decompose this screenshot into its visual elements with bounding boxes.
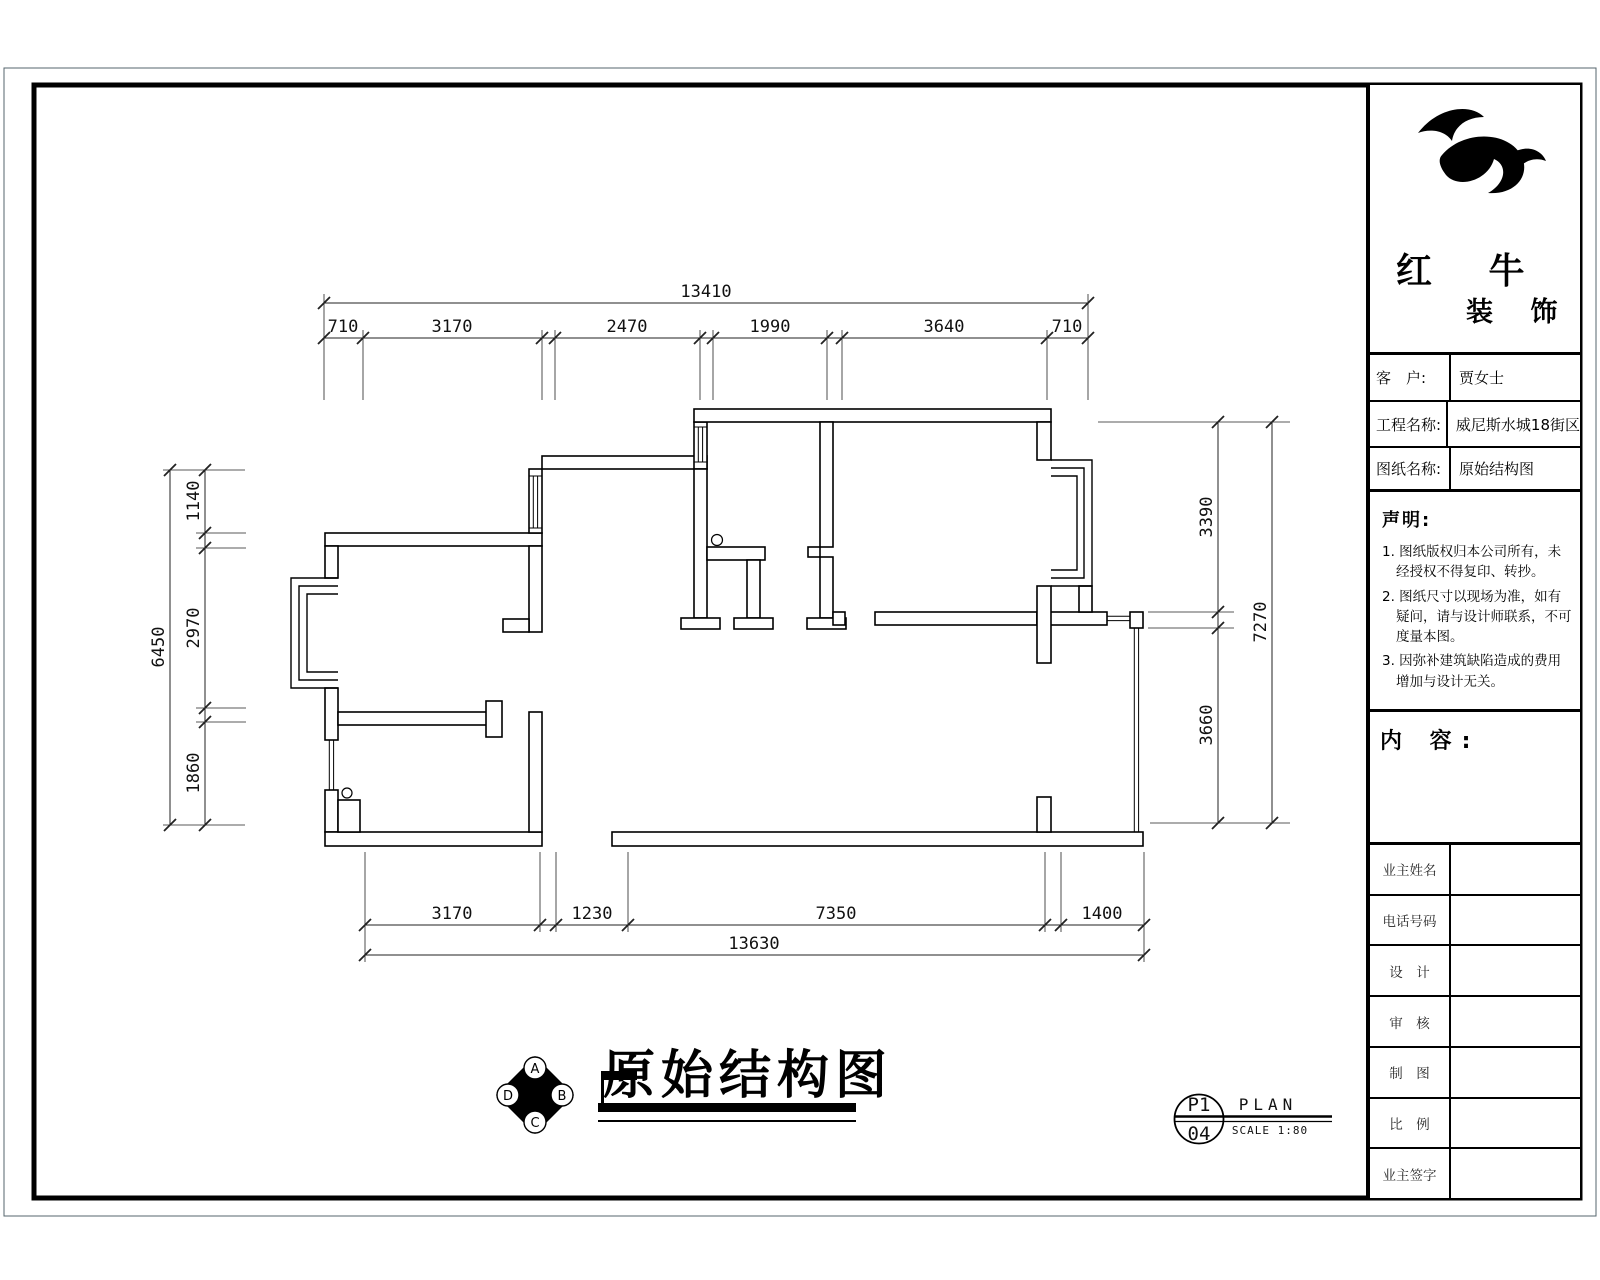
statement-item: 2. 图纸尺寸以现场为准，如有疑问，请与设计师联系，不可度量本图。	[1382, 588, 1572, 645]
compass-letter-d: D	[502, 1089, 514, 1104]
drawing-title: 原始结构图	[602, 1045, 894, 1106]
wall-bath-stub	[707, 547, 765, 560]
windows	[325, 427, 1139, 832]
dim-bottom-seg-2: 7350	[815, 904, 857, 924]
title-block	[1366, 85, 1580, 1198]
dim-left-overall: 6450	[149, 626, 169, 668]
plan-ref-number: 04	[1187, 1123, 1211, 1145]
plan-ref-label: PLAN	[1238, 1095, 1298, 1114]
dim-left-seg-2: 1860	[184, 752, 204, 794]
compass-letter-a: A	[530, 1062, 540, 1077]
dim-top-overall: 13410	[680, 282, 732, 302]
wall-interior-left	[338, 712, 488, 725]
dim-top-seg-4: 3640	[923, 317, 965, 337]
wall-mid-top	[542, 456, 707, 469]
bay-window-left	[291, 578, 338, 688]
wall-topleft-top	[325, 533, 542, 546]
field-row-sheet	[1370, 448, 1580, 492]
dim-right-seg-1: 3660	[1197, 704, 1217, 746]
drawing-title-group	[598, 1045, 893, 1122]
door-circle-middle	[712, 535, 723, 546]
dim-left-seg-0: 1140	[184, 480, 204, 522]
dim-bottom-overall: 13630	[728, 934, 780, 954]
project-value: 威尼斯水城18街区	[1455, 415, 1580, 434]
wall-divider	[529, 546, 542, 632]
sheet-label: 图纸名称:	[1370, 448, 1451, 489]
sign-value-cell	[1451, 1099, 1580, 1148]
compass-symbol	[496, 1056, 574, 1134]
company-logo	[1370, 85, 1580, 355]
window-left-lower	[325, 740, 338, 790]
window-living-right	[1134, 628, 1138, 832]
dim-bottom-seg-0: 3170	[431, 904, 473, 924]
sign-value-cell	[1451, 1048, 1580, 1097]
dim-left-seg-1: 2970	[184, 607, 204, 649]
plan-ref-code: P1	[1187, 1094, 1211, 1116]
dim-bottom-seg-1: 1230	[571, 904, 613, 924]
project-label: 工程名称:	[1370, 402, 1448, 446]
content-label: 内 容:	[1380, 729, 1481, 754]
wall-right-top	[694, 409, 1051, 422]
company-name-line2: 装 饰	[1466, 297, 1572, 328]
field-row-client	[1370, 355, 1580, 402]
dimension-lines	[163, 294, 1290, 962]
door-circle-bottom-left	[342, 788, 352, 798]
bay-window-right	[1051, 460, 1092, 586]
statement-section	[1370, 492, 1580, 712]
dim-right-overall: 7270	[1251, 601, 1271, 643]
sign-row-scale: 比 例	[1370, 1099, 1580, 1150]
statement-heading: 声明:	[1382, 510, 1432, 531]
content-section	[1370, 712, 1580, 845]
company-name-line1: 红 牛	[1396, 251, 1547, 292]
plan-ref-scale: SCALE 1:80	[1231, 1124, 1309, 1137]
signature-rows	[1370, 845, 1580, 1198]
dim-top-seg-1: 3170	[431, 317, 473, 337]
sign-row-phone: 电话号码	[1370, 896, 1580, 947]
sign-row-draft: 制 图	[1370, 1048, 1580, 1099]
field-row-project	[1370, 402, 1580, 448]
client-label: 客 户:	[1370, 355, 1451, 400]
client-value: 贾女士	[1459, 369, 1505, 387]
wall-bedroom-divider	[820, 422, 833, 547]
plan-ref-symbol	[1174, 1094, 1332, 1145]
sheet-value: 原始结构图	[1459, 460, 1535, 478]
sign-row-design: 设 计	[1370, 946, 1580, 997]
dim-right-seg-0: 3390	[1197, 496, 1217, 538]
compass-letter-c: C	[530, 1116, 540, 1131]
sign-row-owner-sign: 业主签字	[1370, 1149, 1580, 1198]
sign-value-cell	[1451, 946, 1580, 995]
wall-left-bottom	[325, 832, 542, 846]
dim-top-seg-2: 2470	[606, 317, 648, 337]
statement-item: 3. 因弥补建筑缺陷造成的费用增加与设计无关。	[1382, 653, 1562, 690]
sign-value-cell	[1451, 997, 1580, 1046]
compass-letter-b: B	[557, 1089, 567, 1104]
sign-value-cell	[1451, 845, 1580, 894]
dim-top-seg-3: 1990	[749, 317, 791, 337]
statement-item: 1. 图纸版权归本公司所有，未经授权不得复印、转抄。	[1382, 544, 1562, 581]
sign-row-owner-name: 业主姓名	[1370, 845, 1580, 896]
closet-block	[338, 800, 360, 832]
wall-bottom	[612, 832, 1143, 846]
bull-logo-icon	[1408, 103, 1548, 223]
window-living-top	[1107, 616, 1130, 620]
floor-plan-walls	[325, 409, 1143, 846]
dim-top-seg-5: 710	[1051, 317, 1083, 337]
sign-value-cell	[1451, 1149, 1580, 1198]
wall-bedroom-bottom	[875, 612, 1037, 625]
dim-top-seg-0: 710	[327, 317, 359, 337]
sheet-border	[4, 68, 1596, 1216]
dim-bottom-seg-3: 1400	[1081, 904, 1123, 924]
sign-row-review: 审 核	[1370, 997, 1580, 1048]
sign-value-cell	[1451, 896, 1580, 945]
